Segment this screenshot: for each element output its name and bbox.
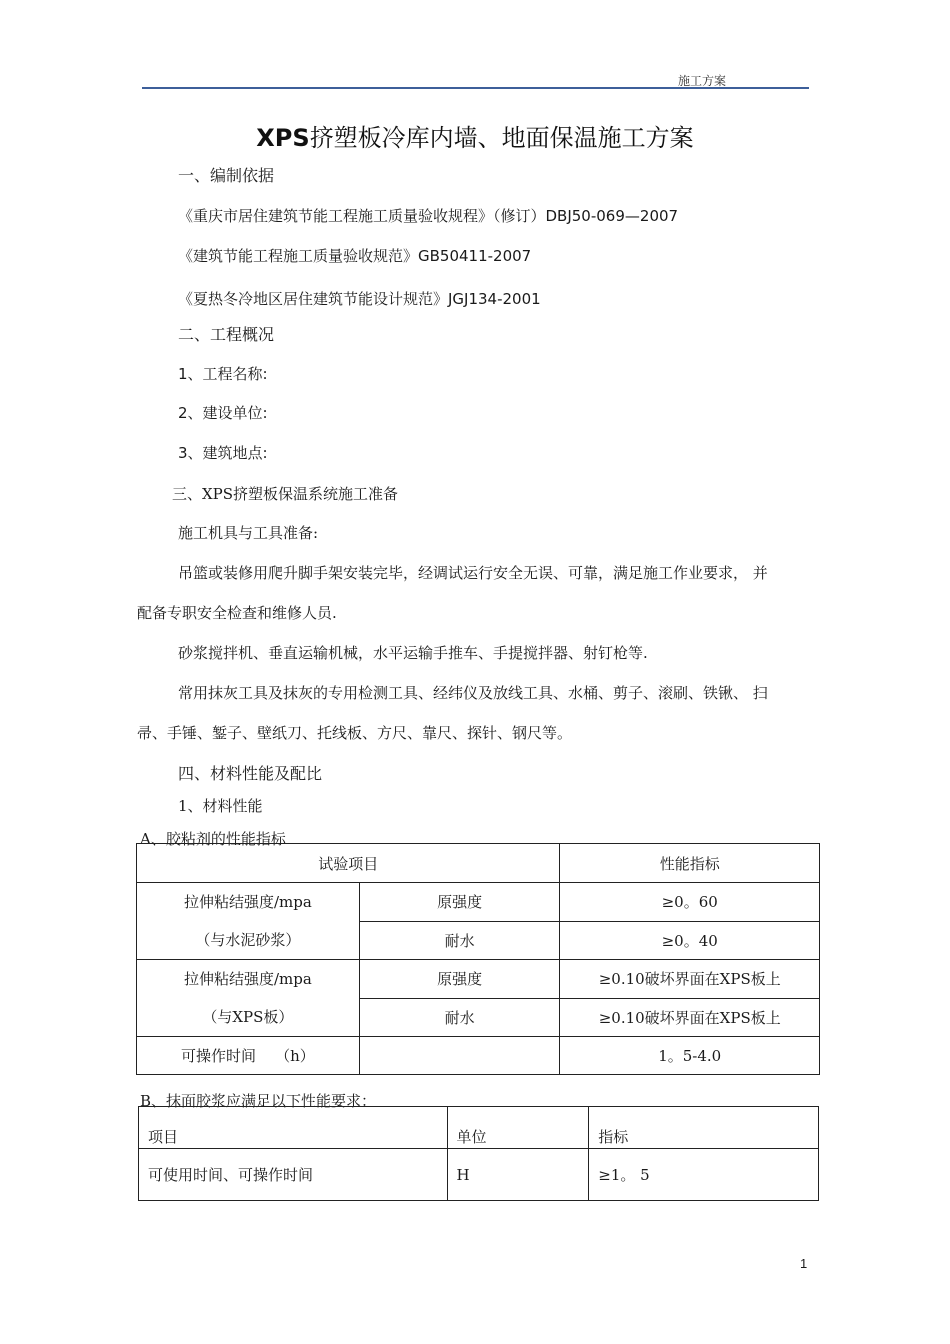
ref-2: 《建筑节能工程施工质量验收规范》GB50411-2007 <box>178 247 532 265</box>
table-a-group2-label <box>137 960 360 1037</box>
table-row <box>137 960 820 999</box>
section4-sub: 1、材料性能 <box>178 797 263 815</box>
section3-heading: 三、XPS挤塑板保温系统施工准备 <box>172 485 399 503</box>
group2-label-line2: （与XPS板） <box>202 1008 294 1026</box>
overview-item-1: 1、工程名称: <box>178 365 268 383</box>
section3-sub: 施工机具与工具准备: <box>178 524 319 542</box>
section2-heading: 二、工程概况 <box>178 325 275 344</box>
table-a-cell: 可操作时间 （h） <box>137 1037 360 1075</box>
table-b-cell: H <box>447 1149 589 1201</box>
table-row <box>137 883 820 922</box>
title-rest: 挤塑板冷库内墙、地面保温施工方案 <box>309 124 694 152</box>
table-b-cell: 可使用时间、可操作时间 <box>139 1149 448 1201</box>
section4-heading: 四、材料性能及配比 <box>178 764 323 783</box>
table-a-cell: 耐水 <box>359 921 560 960</box>
table-row <box>139 1149 819 1201</box>
table-b <box>138 1106 819 1201</box>
table-b-caption: B、抹面胶浆应满足以下性能要求： <box>140 1092 377 1110</box>
table-a-head-index: 性能指标 <box>560 844 820 883</box>
table-a-cell: 原强度 <box>359 883 560 922</box>
group1-label-line1: 拉伸粘结强度/mpa <box>183 893 312 911</box>
table-a-cell: 1。5-4.0 <box>560 1037 820 1075</box>
overview-item-2: 2、建设单位: <box>178 404 268 422</box>
table-a-cell: 耐水 <box>359 998 560 1037</box>
table-b-header <box>139 1107 819 1149</box>
table-a-head-item: 试验项目 <box>137 844 560 883</box>
table-b-head-item: 项目 <box>139 1107 448 1149</box>
table-a-cell: 原强度 <box>359 960 560 999</box>
para3-line2: 帚、手锤、錾子、壁纸刀、托线板、方尺、靠尺、探针、钢尺等。 <box>137 724 573 742</box>
table-a-cell: ≥0。60 <box>560 883 820 922</box>
table-a-group1-label <box>137 883 360 960</box>
table-a-cell: ≥0.10破坏界面在XPS板上 <box>560 998 820 1037</box>
para1-line1: 吊篮或装修用爬升脚手架安装完毕，经调试运行安全无误、可靠，满足施工作业要求， 并 <box>178 564 768 582</box>
table-a-cell <box>359 1037 560 1075</box>
table-a-caption: A、胶粘剂的性能指标 <box>140 830 286 848</box>
ref-1: 《重庆市居住建筑节能工程施工质量验收规程》（修订）DBJ50-069—2007 <box>178 207 679 225</box>
table-b-cell: ≥1。 5 <box>589 1149 819 1201</box>
para1-line2: 配备专职安全检查和维修人员. <box>137 604 337 622</box>
table-a-header <box>137 844 820 883</box>
group1-label-line2: （与水泥砂浆） <box>195 931 301 949</box>
title-bold: XPS <box>256 124 310 152</box>
table-a-cell: ≥0。40 <box>560 921 820 960</box>
para2: 砂浆搅拌机、垂直运输机械，水平运输手推车、手提搅拌器、射钉枪等. <box>178 644 648 662</box>
section1-heading: 一、编制依据 <box>178 166 275 185</box>
para3-line1: 常用抹灰工具及抹灰的专用检测工具、经纬仪及放线工具、水桶、剪子、滚刷、铁锹、 扫 <box>178 684 768 702</box>
ref-3: 《夏热冬冷地区居住建筑节能设计规范》JGJ134-2001 <box>178 290 541 308</box>
page-number: 1 <box>800 1256 808 1271</box>
header-text: 施工方案 <box>678 74 727 88</box>
group2-label-line1: 拉伸粘结强度/mpa <box>183 970 312 988</box>
table-a-cell: ≥0.10破坏界面在XPS板上 <box>560 960 820 999</box>
table-row <box>137 1037 820 1075</box>
overview-item-3: 3、建筑地点: <box>178 444 268 462</box>
table-b-head-unit: 单位 <box>447 1107 589 1149</box>
table-b-head-index: 指标 <box>589 1107 819 1149</box>
table-a <box>136 843 820 1075</box>
document-title <box>0 118 950 153</box>
